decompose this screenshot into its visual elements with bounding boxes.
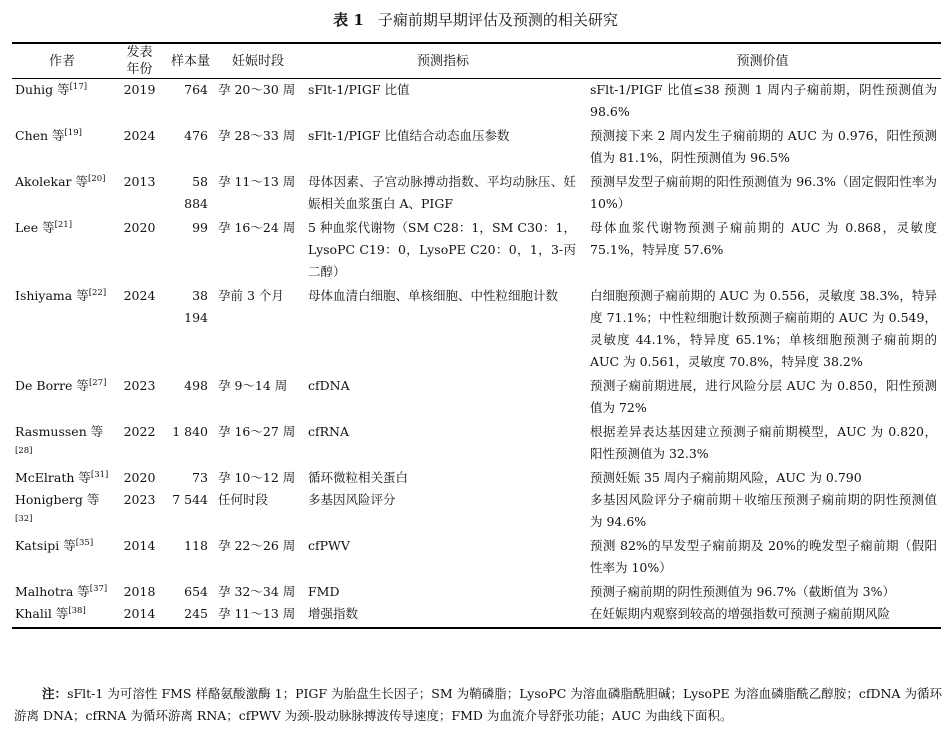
- table-row: [12, 171, 941, 217]
- cell-year: 2018: [123, 584, 156, 599]
- cell-year: 2024: [123, 128, 156, 143]
- cell-value: 母体血浆代谢物预测子痫前期的 AUC 为 0.868，灵敏度 75.1%，特异度 57.6%: [590, 220, 937, 257]
- table-row: [12, 285, 941, 375]
- cell-n: 764: [184, 82, 208, 97]
- cell-n: 73: [192, 470, 208, 485]
- cell-n: 58 884: [184, 174, 208, 211]
- cell-value: 预测子痫前期的阴性预测值为 96.7%（截断值为 3%）: [590, 584, 895, 599]
- cell-author: [12, 171, 112, 217]
- cell-value: 预测接下来 2 周内发生子痫前期的 AUC 为 0.976，阳性预测值为 81.1%，阴性预测值为 96.5%: [590, 128, 937, 165]
- cell-indicator: 5 种血浆代谢物（SM C28：1，SM C30：1，LysoPC C19：0，LysoPE C20：0，1，3-丙二醇）: [308, 220, 576, 279]
- cell-period: 孕 22～26 周: [218, 538, 296, 553]
- cell-period: 孕 16～24 周: [218, 220, 296, 235]
- header-year: [112, 43, 167, 79]
- cell-year: 2014: [123, 538, 156, 553]
- cell-indicator: cfPWV: [308, 538, 350, 553]
- table-row: [12, 79, 941, 126]
- header-author: 作者: [48, 53, 75, 69]
- cell-year: 2023: [123, 492, 156, 507]
- note-label: 注：: [42, 686, 68, 701]
- cell-author: [12, 217, 112, 285]
- reference-number: [28]: [15, 446, 33, 456]
- author-name: Ishiyama 等: [15, 288, 89, 303]
- cell-year: 2020: [123, 470, 156, 485]
- author-name: Lee 等: [15, 220, 55, 235]
- cell-n: 38 194: [184, 288, 208, 325]
- cell-year: 2023: [123, 378, 156, 393]
- table-caption: [0, 10, 951, 30]
- cell-author: [12, 125, 112, 171]
- author-name: Akolekar 等: [15, 174, 88, 189]
- cell-n: 654: [184, 584, 208, 599]
- table-row: [12, 217, 941, 285]
- cell-indicator: cfRNA: [308, 424, 350, 439]
- cell-period: 孕 28～33 周: [218, 128, 296, 143]
- table-header-row: [12, 43, 941, 79]
- reference-number: [38]: [68, 606, 86, 616]
- cell-year: 2020: [123, 220, 156, 235]
- table-row: [12, 581, 941, 603]
- table-body: [12, 79, 941, 629]
- author-name: De Borre 等: [15, 378, 89, 393]
- author-name: Chen 等: [15, 128, 65, 143]
- reference-number: [21]: [54, 220, 73, 230]
- cell-year: 2019: [123, 82, 156, 97]
- cell-author: [12, 285, 112, 375]
- cell-value: 根据差异表达基因建立预测子痫前期模型，AUC 为 0.820，阳性预测值为 32.3%: [590, 424, 937, 461]
- author-name: Honigberg 等: [15, 492, 100, 507]
- cell-n: 7 544: [172, 492, 208, 507]
- cell-value: 白细胞预测子痫前期的 AUC 为 0.556，灵敏度 38.3%，特异度 71.1%；中性粒细胞计数预测子痫前期的 AUC 为 0.549，灵敏度 44.1%，特异度 65.1%；单核细胞预测子痫前期的 AUC 为 0.561，灵敏度 70.8%，特异度 38.2%: [590, 288, 937, 369]
- cell-indicator: sFlt-1/PIGF 比值: [308, 82, 410, 97]
- author-name: Khalil 等: [15, 606, 69, 621]
- table-row: [12, 467, 941, 489]
- header-value: 预测价值: [736, 53, 789, 69]
- cell-period: 孕前 3 个月: [218, 288, 284, 303]
- cell-indicator: sFlt-1/PIGF 比值结合动态血压参数: [308, 128, 510, 143]
- cell-period: 孕 11～13 周: [218, 606, 296, 621]
- cell-n: 476: [184, 128, 208, 143]
- cell-n: 118: [184, 538, 208, 553]
- header-indicator: 预测指标: [416, 53, 469, 69]
- cell-author: [12, 581, 112, 603]
- cell-year: 2024: [123, 288, 156, 303]
- header-period: 妊娠时段: [231, 53, 284, 69]
- cell-n: 498: [184, 378, 208, 393]
- cell-period: 孕 16～27 周: [218, 424, 296, 439]
- reference-number: [37]: [89, 584, 108, 594]
- cell-author: [12, 489, 112, 535]
- table-row: [12, 535, 941, 581]
- table-row: [12, 603, 941, 628]
- reference-number: [17]: [69, 82, 88, 92]
- table-row: [12, 125, 941, 171]
- reference-number: [32]: [15, 514, 33, 524]
- cell-value: sFlt-1/PIGF 比值≤38 预测 1 周内子痫前期，阴性预测值为 98.6%: [590, 82, 937, 119]
- reference-number: [22]: [88, 288, 107, 298]
- cell-indicator: FMD: [308, 584, 340, 599]
- cell-n: 99: [192, 220, 208, 235]
- author-name: Duhig 等: [15, 82, 70, 97]
- cell-indicator: 循环微粒相关蛋白: [308, 470, 409, 485]
- author-name: McElrath 等: [15, 470, 91, 485]
- reference-number: [20]: [88, 174, 106, 184]
- table-row: [12, 375, 941, 421]
- cell-period: 任何时段: [218, 492, 269, 507]
- reference-number: [27]: [88, 378, 107, 388]
- cell-author: [12, 467, 112, 489]
- reference-number: [31]: [90, 470, 109, 480]
- cell-author: [12, 375, 112, 421]
- cell-value: 在妊娠期内观察到较高的增强指数可预测子痫前期风险: [590, 606, 891, 621]
- cell-period: 孕 11～13 周: [218, 174, 296, 189]
- table-title: 子痫前期早期评估及预测的相关研究: [377, 11, 618, 29]
- cell-n: 245: [184, 606, 208, 621]
- cell-period: 孕 32～34 周: [218, 584, 296, 599]
- cell-n: 1 840: [172, 424, 208, 439]
- header-year-line2: 年份: [126, 62, 153, 77]
- cell-value: 预测 82%的早发型子痫前期及 20%的晚发型子痫前期（假阳性率为 10%）: [590, 538, 937, 575]
- cell-indicator: cfDNA: [308, 378, 350, 393]
- cell-author: [12, 535, 112, 581]
- author-name: Katsipi 等: [15, 538, 76, 553]
- note-text: sFlt-1 为可溶性 FMS 样酪氨酸激酶 1；PIGF 为胎盘生长因子；SM 为鞘磷脂；LysoPC 为溶血磷脂酰胆碱；LysoPE 为溶血磷脂酰乙醇胺；cfDNA 为循环游离 DNA；cfRNA 为循环游离 RNA；cfPWV 为颈-股动脉脉搏波传导速度；FMD 为血流介导舒张功能；AUC 为曲线下面积。: [14, 686, 942, 723]
- cell-indicator: 母体因素、子宫动脉搏动指数、平均动脉压、妊娠相关血浆蛋白 A、PIGF: [308, 174, 576, 211]
- table-row: [12, 489, 941, 535]
- cell-period: 孕 20～30 周: [218, 82, 296, 97]
- cell-author: [12, 603, 112, 628]
- table-note: [14, 683, 942, 727]
- studies-table: [12, 42, 941, 629]
- cell-indicator: 多基因风险评分: [308, 492, 396, 507]
- author-name: Rasmussen 等: [15, 424, 104, 439]
- cell-author: [12, 79, 112, 126]
- cell-value: 预测早发型子痫前期的阳性预测值为 96.3%（固定假阳性率为 10%）: [590, 174, 937, 211]
- cell-value: 多基因风险评分子痫前期＋收缩压预测子痫前期的阴性预测值为 94.6%: [590, 492, 937, 529]
- author-name: Malhotra 等: [15, 584, 90, 599]
- reference-number: [19]: [64, 128, 82, 138]
- cell-period: 孕 10～12 周: [218, 470, 296, 485]
- cell-indicator: 母体血清白细胞、单核细胞、中性粒细胞计数: [308, 288, 559, 303]
- table-row: [12, 421, 941, 467]
- cell-year: 2022: [123, 424, 156, 439]
- table-number: 表 1: [333, 11, 364, 29]
- cell-year: 2013: [123, 174, 156, 189]
- reference-number: [35]: [75, 538, 94, 548]
- cell-indicator: 增强指数: [308, 606, 359, 621]
- cell-value: 预测妊娠 35 周内子痫前期风险，AUC 为 0.790: [590, 470, 862, 485]
- header-year-line1: 发表: [126, 45, 153, 60]
- header-sample: 样本量: [170, 53, 210, 69]
- cell-author: [12, 421, 112, 467]
- cell-value: 预测子痫前期进展，进行风险分层 AUC 为 0.850，阳性预测值为 72%: [590, 378, 937, 415]
- cell-year: 2014: [123, 606, 156, 621]
- cell-period: 孕 9～14 周: [218, 378, 288, 393]
